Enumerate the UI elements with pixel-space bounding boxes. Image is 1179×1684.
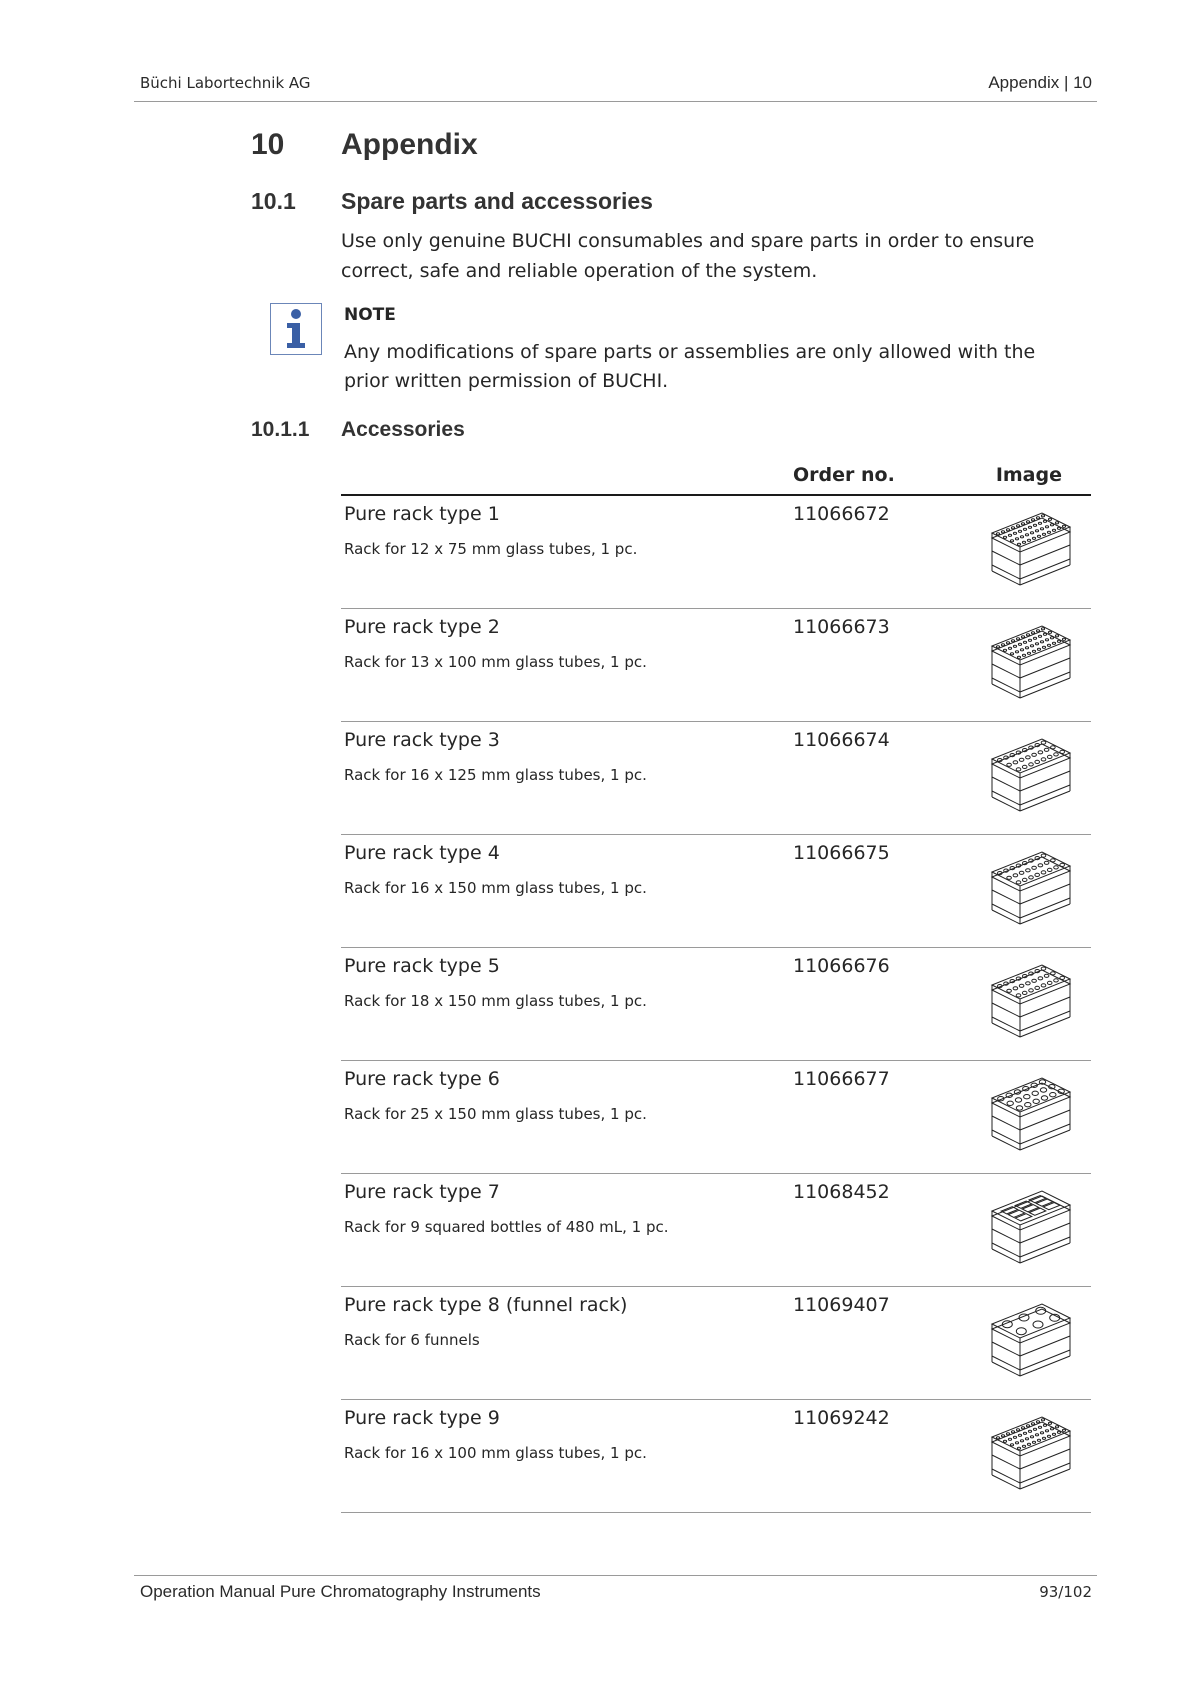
footer-page-number: 93/102: [1039, 1583, 1092, 1601]
header-company: Büchi Labortechnik AG: [140, 74, 311, 92]
subsection-title: Accessories: [341, 418, 465, 441]
item-description: Rack for 12 x 75 mm glass tubes, 1 pc.: [344, 540, 638, 558]
section-title: Spare parts and accessories: [341, 188, 653, 214]
info-icon: [270, 303, 322, 355]
rack-image: [982, 1070, 1076, 1156]
item-name: Pure rack type 1: [344, 503, 500, 525]
section-number: 10.1: [251, 188, 296, 214]
item-order-number: 11068452: [793, 1181, 890, 1203]
item-name: Pure rack type 9: [344, 1407, 500, 1429]
item-order-number: 11069242: [793, 1407, 890, 1429]
rack-image: [982, 505, 1076, 591]
item-order-number: 11066675: [793, 842, 890, 864]
table-row: [341, 1060, 1091, 1174]
item-order-number: 11066672: [793, 503, 890, 525]
note-text: Any modifications of spare parts or assemblies are only allowed with the prior written permission of BUCHI.: [344, 341, 1036, 392]
item-order-number: 11066674: [793, 729, 890, 751]
table-row: [341, 721, 1091, 835]
table-row: [341, 834, 1091, 948]
item-order-number: 11069407: [793, 1294, 890, 1316]
header-section: Appendix | 10: [988, 73, 1092, 92]
item-name: Pure rack type 8 (funnel rack): [344, 1294, 628, 1316]
item-name: Pure rack type 4: [344, 842, 500, 864]
item-description: Rack for 16 x 100 mm glass tubes, 1 pc.: [344, 1444, 647, 1462]
table-row: [341, 495, 1091, 609]
item-name: Pure rack type 2: [344, 616, 500, 638]
rack-image: [982, 1183, 1076, 1269]
note-title: NOTE: [344, 305, 396, 325]
subsection-number: 10.1.1: [251, 418, 310, 441]
table-row: [341, 1399, 1091, 1513]
footer-divider: [134, 1575, 1097, 1576]
item-order-number: 11066676: [793, 955, 890, 977]
item-description: Rack for 18 x 150 mm glass tubes, 1 pc.: [344, 992, 647, 1010]
column-header-image: Image: [995, 464, 1062, 486]
item-name: Pure rack type 5: [344, 955, 500, 977]
table-row: [341, 608, 1091, 722]
item-name: Pure rack type 3: [344, 729, 500, 751]
item-description: Rack for 6 funnels: [344, 1331, 480, 1349]
table-row: [341, 947, 1091, 1061]
table-row: [341, 1173, 1091, 1287]
rack-image: [982, 957, 1076, 1043]
item-description: Rack for 16 x 150 mm glass tubes, 1 pc.: [344, 879, 647, 897]
item-description: Rack for 16 x 125 mm glass tubes, 1 pc.: [344, 766, 647, 784]
header-divider: [134, 101, 1097, 102]
rack-image: [982, 1296, 1076, 1382]
item-name: Pure rack type 6: [344, 1068, 500, 1090]
rack-image: [982, 844, 1076, 930]
item-name: Pure rack type 7: [344, 1181, 500, 1203]
column-header-order: Order no.: [793, 464, 895, 486]
chapter-title: Appendix: [341, 128, 478, 161]
rack-image: [982, 1409, 1076, 1495]
item-description: Rack for 9 squared bottles of 480 mL, 1 pc.: [344, 1218, 669, 1236]
section-intro: Use only genuine BUCHI consumables and spare parts in order to ensure correct, safe and reliable operation of the system.: [341, 230, 1035, 282]
chapter-number: 10: [251, 128, 285, 161]
item-order-number: 11066677: [793, 1068, 890, 1090]
rack-image: [982, 618, 1076, 704]
rack-image: [982, 731, 1076, 817]
footer-manual-title: Operation Manual Pure Chromatography Instruments: [140, 1582, 541, 1601]
table-row: [341, 1286, 1091, 1400]
item-description: Rack for 25 x 150 mm glass tubes, 1 pc.: [344, 1105, 647, 1123]
item-order-number: 11066673: [793, 616, 890, 638]
item-description: Rack for 13 x 100 mm glass tubes, 1 pc.: [344, 653, 647, 671]
